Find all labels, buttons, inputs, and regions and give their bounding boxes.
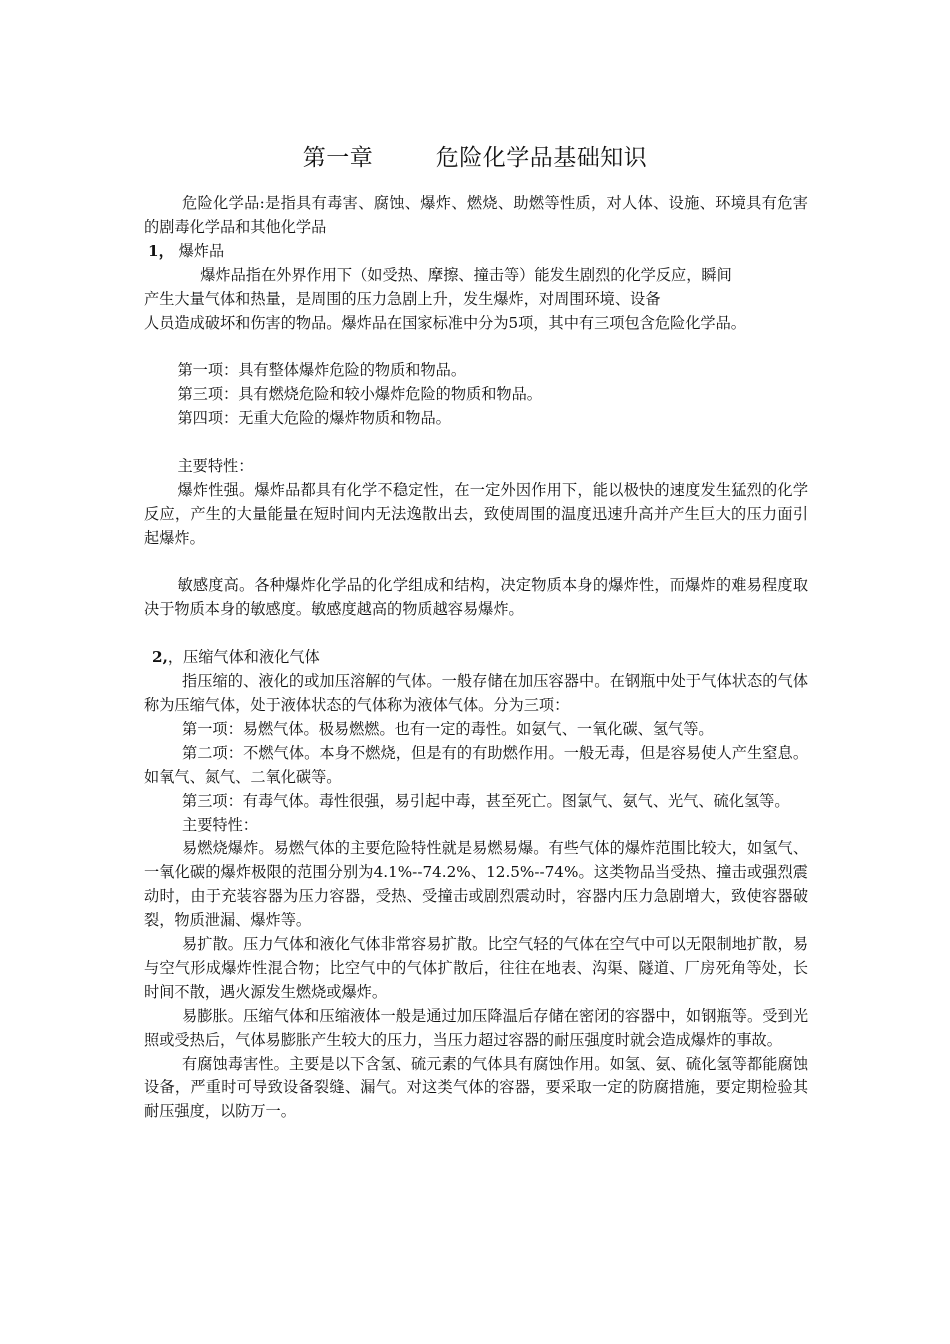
- spacer: [144, 622, 808, 646]
- intro-line: 产生大量气体和热量，是周围的压力急剧上升，发生爆炸，对周围环境、设备: [144, 289, 661, 308]
- characteristic-paragraph: 易燃烧爆炸。易燃气体的主要危险特性就是易燃易爆。有些气体的爆炸范围比较大，如氢气、一氧化碳的爆炸极限的范围分别为4.1%--74.2%、12.5%--74%。这类物品当受热、撞击或强烈震动时，由于充装容器为压力容器，受热、受撞击或剧烈震动时，容器内压力急剧增大，致使容器破裂，物质泄漏、爆炸等。: [144, 839, 808, 930]
- section-heading-gases: [144, 646, 808, 670]
- section-heading-explosives: [144, 240, 808, 264]
- gases-item: 第三项：有毒气体。毒性很强，易引起中毒，甚至死亡。图氯气、氨气、光气、硫化氢等。: [182, 791, 790, 810]
- gases-item: 第二项：不燃气体。本身不燃烧，但是有的有助燃作用。一般无毒，但是容易使人产生窒息。如氧气、氮气、二氧化碳等。: [144, 743, 808, 786]
- section-heading-text: ，压缩气体和液化气体: [167, 648, 320, 667]
- intro-line: 人员造成破坏和伤害的物品。爆炸品在国家标准中分为5项，其中有三项包含危险化学品。: [144, 313, 746, 332]
- intro-line: 爆炸品指在外界作用下（如受热、摩擦、撞击等）能发生剧烈的化学反应，瞬间: [200, 265, 732, 284]
- characteristic-paragraph: 爆炸性强。爆炸品都具有化学不稳定性，在一定外因作用下，能以极快的速度发生猛烈的化学反应，产生的大量能量在短时间内无法逸散出去，致使周围的温度迅速升高并产生巨大的压力面引起爆炸。: [144, 480, 808, 547]
- characteristic-paragraph: 易扩散。压力气体和液化气体非常容易扩散。比空气轻的气体在空气中可以无限制地扩散，易与空气形成爆炸性混合物；比空气中的气体扩散后，往往在地表、沟渠、隧道、厂房死角等处，长时间不散，遇火源发生燃烧或爆炸。: [144, 935, 808, 1001]
- characteristic-paragraph: 有腐蚀毒害性。主要是以下含氢、硫元素的气体具有腐蚀作用。如氢、氨、硫化氢等都能腐蚀设备，严重时可导致设备裂缝、漏气。对这类气体的容器，要采取一定的防腐措施，要定期检验其耐压强度，以防万一。: [144, 1054, 808, 1121]
- section-heading-text: 爆炸品: [178, 241, 225, 260]
- explosives-item: 第四项：无重大危险的爆炸物质和物品。: [177, 409, 451, 428]
- chapter-title: 第一章 危险化学品基础知识: [302, 145, 648, 171]
- spacer: [144, 431, 808, 455]
- spacer: [144, 551, 808, 575]
- characteristic-paragraph: 敏感度高。各种爆炸化学品的化学组成和结构，决定物质本身的爆炸性，而爆炸的难易程度取决于物质本身的敏感度。敏感度越高的物质越容易爆炸。: [144, 576, 808, 619]
- spacer: [144, 335, 808, 359]
- explosives-item: 第三项：具有燃烧危险和较小爆炸危险的物质和物品。: [177, 385, 542, 404]
- explosives-intro: [144, 264, 808, 336]
- section-number: 1，: [148, 241, 174, 260]
- characteristics-label: 主要特性：: [177, 456, 254, 475]
- gases-item: 第一项：易燃气体。极易燃燃。也有一定的毒性。如氨气、一氧化碳、氢气等。: [182, 719, 714, 738]
- document-body: [144, 192, 808, 1124]
- characteristic-paragraph: 易膨胀。压缩气体和压缩液体一般是通过加压降温后存储在密闭的容器中，如钢瓶等。受到光照或受热后，气体易膨胀产生较大的压力，当压力超过容器的耐压强度时就会造成爆炸的事故。: [144, 1006, 808, 1049]
- explosives-item: 第一项：具有整体爆炸危险的物质和物品。: [177, 361, 466, 380]
- section-number: 2,: [152, 648, 168, 667]
- definition-paragraph: 危险化学品:是指具有毒害、腐蚀、爆炸、燃烧、助燃等性质，对人体、设施、环境具有危害的剧毒化学品和其他化学品: [144, 194, 808, 236]
- characteristics-label: 主要特性：: [182, 815, 258, 834]
- gases-intro: 指压缩的、液化的或加压溶解的气体。一般存储在加压容器中。在钢瓶中处于气体状态的气体称为压缩气体，处于液体状态的气体称为液体气体。分为三项：: [144, 672, 808, 714]
